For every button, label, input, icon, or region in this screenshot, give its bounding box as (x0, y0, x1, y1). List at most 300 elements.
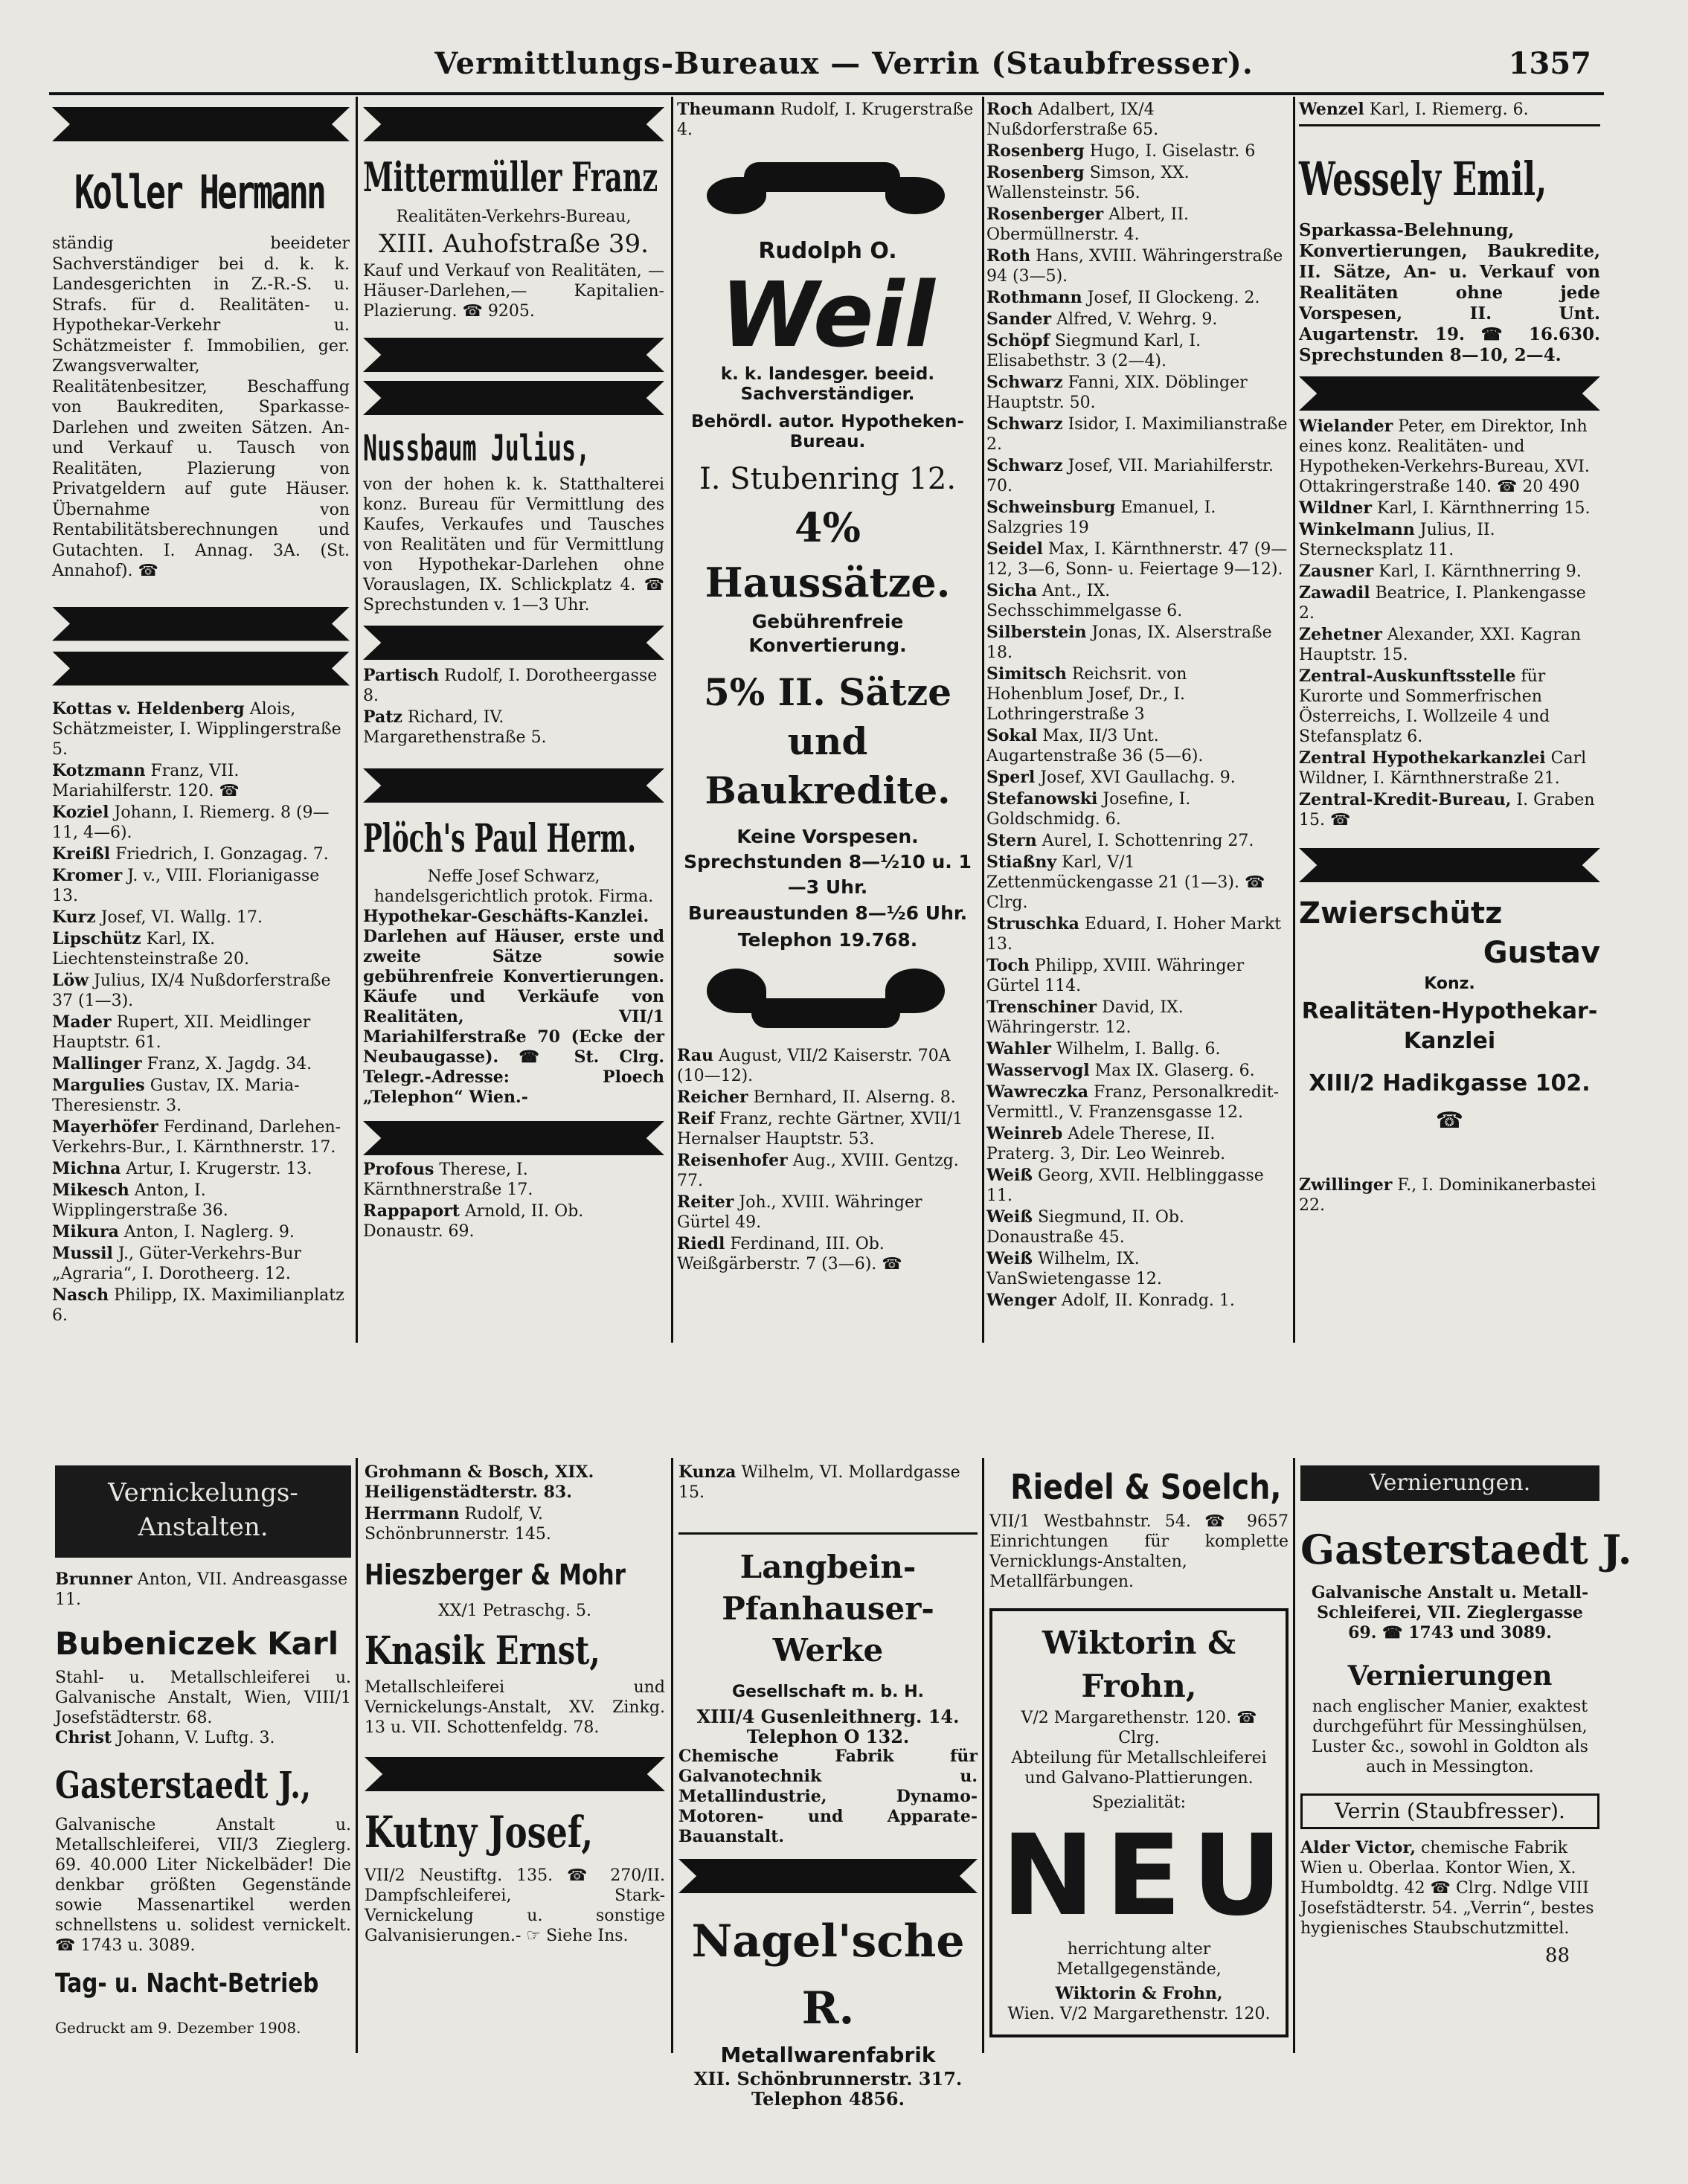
entry-text: Isidor, I. Maximilianstraße 2. (986, 415, 1288, 454)
weil-first: Rudolph O. (758, 238, 897, 264)
banner-ornament (678, 1859, 978, 1893)
list-item (678, 1462, 978, 1503)
entry-text: Arnold, II. Ob. Donaustr. 69. (363, 1202, 584, 1241)
entry-name: Weiß (986, 1249, 1033, 1268)
col2-entries-2 (363, 1160, 664, 1242)
entry-name: Kromer (52, 865, 123, 885)
list-item (986, 914, 1288, 954)
section-heading: Vernickelungs-Anstalten. (55, 1465, 351, 1558)
list-item (986, 163, 1288, 203)
banner-ornament (363, 107, 664, 141)
section-heading: Vernierungen. (1300, 1465, 1599, 1501)
entry-name: Alder Victor, (1300, 1838, 1416, 1857)
entry-name: Wawreczka (986, 1082, 1088, 1102)
list-item (986, 1207, 1288, 1247)
list-item (986, 100, 1288, 140)
entry-text: Josef, VII. Mariahilferstr. 70. (986, 457, 1274, 495)
nussbaum-name: Nussbaum Julius, (363, 428, 591, 469)
entry-name: Sander (986, 309, 1052, 329)
entry-text: Ferdinand, III. Ob. Weißgärberstr. 7 (3—6). ☎ (677, 1235, 902, 1274)
weil-h2: Gebührenfreie Konvertierung. (748, 611, 907, 656)
column-divider (1293, 97, 1295, 1343)
entry-name: Kurz (52, 907, 96, 927)
list-item (1300, 1838, 1599, 1939)
list-item (986, 623, 1288, 663)
list-item (986, 331, 1288, 371)
entry-text: Franz, Personalkredit-Vermittl., V. Franzensgasse 12. (986, 1083, 1280, 1122)
banner-ornament (52, 607, 350, 641)
entry-name: Zausner (1299, 562, 1374, 581)
entry-text: Emanuel, I. Salzgries 19 (986, 498, 1216, 537)
koller-text: ständig beeideter Sachverständiger bei d. k. k. Landesgerichten in Z.-R.-S. u. Strafs. für d. Realitäten- u. Hypothekar-Verkehr u. Schätzmeister f. Immobilien, ger. Zwangsverwalter, Realitätenbesitzer, Beschaffung von Baukrediten, Sparkasse-Darlehen und zweiten Sätzen. An- und Verkauf u. Tausch von Realitäten, Plazierung von Privatgeldern auf gute Häuser. Übernahme von Rentabilitätsberechnungen und Gutachten. I. Annag. 3A. (St. Annahof). ☎ (52, 234, 350, 580)
banner-ornament (1299, 848, 1600, 882)
entry-text: Karl, IX. Liechtensteinstraße 20. (52, 929, 249, 969)
list-item (52, 1181, 350, 1221)
entry-name: Zawadil (1299, 583, 1370, 603)
entry-text: XIX. Heiligenstädterstr. 83. (365, 1462, 594, 1502)
langbein-name: Langbein-Pfanhauser-Werke (722, 1549, 934, 1668)
wessely-text: Sparkassa-Belehnung, Konvertierungen, Baukredite, II. Sätze, An- u. Verkauf von Realitäten ohne jede Vorspesen, II. Unt. Augartenstr. 19. ☎ 16.630. Sprechstunden 8—10, 2—4. (1299, 220, 1600, 365)
entry-name: Weinreb (986, 1124, 1063, 1143)
wiktorin-addr: V/2 Margarethenstr. 120. ☎ Clrg. (1021, 1709, 1257, 1747)
list-item (986, 246, 1288, 286)
entry-name: Sperl (986, 768, 1036, 787)
weil-h3: 5% II. Sätze und Baukredite. (703, 670, 952, 812)
page-title: Vermittlungs-Bureaux — Verrin (Staubfresser). (434, 46, 1254, 81)
entry-name: Lipschütz (52, 928, 141, 948)
rule (678, 1532, 978, 1535)
entry-name: Zwillinger (1299, 1175, 1393, 1195)
entry-text: Ferdinand, Darlehen-Verkehrs-Bur., I. Kärnthnerstr. 17. (52, 1117, 341, 1157)
entry-text: Fanni, XIX. Döblinger Hauptstr. 50. (986, 373, 1248, 412)
column-divider (356, 1458, 358, 2053)
entry-text: David, IX. Währingerstr. 12. (986, 998, 1184, 1037)
list-item (52, 1012, 350, 1053)
entry-text: Max IX. Glaserg. 6. (1094, 1062, 1255, 1080)
entry-text: Franz, VII. Mariahilferstr. 120. ☎ (52, 761, 240, 800)
ploech-sub: Neffe Josef Schwarz, handelsgerichtlich protok. Firma. (373, 867, 654, 906)
list-item (677, 1088, 978, 1108)
entry-text: Julius, II. Sternecksplatz 11. (1299, 521, 1495, 559)
entry-name: Schweinsburg (986, 498, 1116, 517)
list-item (986, 205, 1288, 245)
list-item (986, 852, 1288, 913)
list-item (1299, 790, 1600, 830)
entry-text: Rupert, XII. Meidlinger Hauptstr. 61. (52, 1012, 311, 1052)
entry-name: Nasch (52, 1285, 109, 1305)
list-item (1299, 748, 1600, 789)
entry-text: Karl, I. Kärnthnerring 15. (1377, 499, 1591, 518)
entry-name: Toch (986, 956, 1030, 975)
lower-column-4 (989, 1462, 1293, 2037)
entry-text: Siegmund, II. Ob. Donaustraße 45. (986, 1208, 1184, 1247)
entry-text: Philipp, XVIII. Währinger Gürtel 114. (986, 957, 1245, 995)
list-item (986, 1061, 1288, 1081)
list-item (52, 761, 350, 801)
lower-column-5 (1300, 1465, 1632, 1967)
list-item (986, 789, 1288, 829)
nagel-tel: Telephon 4856. (751, 2088, 905, 2110)
list-item (986, 539, 1288, 579)
entry-name: Zentral-Kredit-Bureau, (1299, 790, 1512, 809)
column-5 (1299, 100, 1600, 1217)
nagel-sub: Metallwarenfabrik (720, 2043, 936, 2067)
entry-name: Mussil (52, 1243, 113, 1263)
entry-name: Kunza (678, 1462, 737, 1482)
wiktorin-text2: herrichtung alter Metallgegenstände, (1056, 1940, 1222, 1979)
entry-text: Richard, IV. Margarethenstraße 5. (363, 708, 547, 747)
entry-name: Reiter (677, 1192, 734, 1212)
entry-text: Georg, XVII. Helblinggasse 11. (986, 1166, 1264, 1205)
list-item (52, 971, 350, 1011)
column-1 (52, 104, 350, 1327)
entry-name: Seidel (986, 539, 1043, 559)
zwierschuetz-l2: Gustav (1483, 936, 1600, 970)
banner-ornament (363, 768, 664, 803)
weil-h6: Bureaustunden 8—½6 Uhr. (687, 902, 968, 924)
weil-name: Weil (720, 264, 935, 367)
list-item (677, 1192, 978, 1233)
entry-name: Koziel (52, 802, 109, 822)
list-item (986, 664, 1288, 725)
list-item (677, 1151, 978, 1191)
list-item (677, 1109, 978, 1149)
entry-text: Hugo, I. Giselastr. 6 (1089, 142, 1256, 161)
mittermueller-name: Mittermüller Franz (363, 153, 658, 201)
entry-text: Beatrice, I. Plankengasse 2. (1299, 584, 1586, 623)
nussbaum-text: von der hohen k. k. Statthalterei konz. Bureau für Vermittlung des Kaufes, Verkaufes und Tausches von Realitäten und für Vermittlung von Hypothekar-Darlehen ohne Vorauslagen, IX. Schlickplatz 4. ☎ Sprechstunden v. 1—3 Uhr. (363, 475, 664, 614)
entry-text: Hans, XVIII. Währingerstraße 94 (3—5). (986, 247, 1283, 286)
entry-name: Schwarz (986, 373, 1063, 392)
banner-ornament (52, 107, 350, 141)
entry-text: Wilhelm, IX. VanSwietengasse 12. (986, 1250, 1162, 1288)
zwierschuetz-l5: XIII/2 Hadikgasse 102. ☎ (1309, 1070, 1591, 1134)
entry-text: für Kurorte und Sommerfrischen Österreichs, I. Wollzeile 4 und Stefansplatz 6. (1299, 667, 1550, 746)
entry-text: Julius, IX/4 Nußdorferstraße 37 (1—3). (52, 971, 331, 1010)
weil-h4: Keine Vorspesen. (737, 826, 919, 847)
banner-ornament (363, 381, 664, 415)
entry-name: Wasservogl (986, 1061, 1090, 1080)
column-divider (671, 1458, 673, 2053)
langbein-addr: XIII/4 Gusenleithnerg. 14. Telephon O 132. (696, 1706, 960, 1747)
list-item (986, 498, 1288, 538)
entry-text: August, VII/2 Kaiserstr. 70A (10—12). (677, 1047, 951, 1085)
entry-name: Wielander (1299, 417, 1393, 436)
list-item (52, 1244, 350, 1284)
list-item (986, 1291, 1288, 1311)
list-item (986, 581, 1288, 621)
wiktorin-spec: Spezialität: (1091, 1793, 1187, 1812)
langbein-sub: Gesellschaft m. b. H. (732, 1683, 924, 1701)
list-item (986, 309, 1288, 330)
weil-h7: Telephon 19.768. (737, 929, 918, 951)
wiktorin-name: Wiktorin & Frohn, (1042, 1625, 1236, 1704)
entry-name: Patz (363, 707, 402, 727)
column-divider (671, 97, 673, 1343)
entry-name: Zentral Hypothekarkanzlei (1299, 748, 1546, 768)
zwierschuetz-l1: Zwierschütz (1299, 896, 1503, 931)
list-item (986, 456, 1288, 496)
mittermueller-addr: XIII. Auhofstraße 39. (379, 229, 649, 259)
list-item (986, 1249, 1288, 1289)
tag-nacht-betrieb: Tag- u. Nacht-Betrieb (55, 1968, 319, 1999)
mustache-ornament (677, 155, 978, 229)
entry-name: Herrmann (365, 1504, 460, 1523)
lower-column-1 (55, 1465, 351, 2038)
list-item (52, 1054, 350, 1074)
list-item (986, 998, 1288, 1038)
ploech-text: Hypothekar-Geschäfts-Kanzlei. Darlehen auf Häuser, erste und zweite Sätze sowie gebührenfreie Konvertierungen. Käufe und Verkäufe von Realitäten, VII/1 Mariahilferstraße 70 (Ecke der Neubaugasse). ☎ St. Clrg. Telegr.-Adresse: Ploech „Telephon“ Wien.- (363, 907, 664, 1107)
entry-text: Alexander, XXI. Kagran Hauptstr. 15. (1299, 626, 1582, 664)
entry-name: Rothmann (986, 288, 1082, 307)
mittermueller-text: Kauf und Verkauf von Realitäten, —Häuser-Darlehen,— Kapitalien-Plazierung. ☎ 9205. (363, 262, 664, 321)
list-item (52, 844, 350, 864)
wiktorin-sig2: Wien. V/2 Margarethenstr. 120. (1007, 2005, 1271, 2023)
list-item (986, 726, 1288, 766)
entry-text: Karl, I. Kärnthnerring 9. (1379, 562, 1582, 581)
list-item (986, 1124, 1288, 1164)
entry-name: Schwarz (986, 456, 1063, 475)
col4-entries (986, 100, 1288, 1311)
rule (1299, 124, 1600, 126)
entry-name: Reicher (677, 1088, 748, 1107)
entry-name: Kotzmann (52, 760, 146, 780)
entry-name: Mader (52, 1012, 112, 1032)
entry-name: Christ (55, 1728, 112, 1747)
list-item (363, 707, 664, 748)
entry-text: Josefine, I. Goldschmidg. 6. (986, 790, 1191, 829)
entry-name: Profous (363, 1160, 434, 1179)
entry-name: Rosenberger (986, 205, 1104, 224)
list-item (52, 866, 350, 906)
wiktorin-box (989, 1608, 1293, 2037)
list-item (677, 1046, 978, 1086)
list-item (1299, 667, 1600, 747)
entry-text: Johann, V. Luftg. 3. (117, 1729, 275, 1747)
list-item (1299, 417, 1600, 497)
entry-text: J. v., VIII. Florianigasse 13. (52, 866, 320, 905)
entry-text: Anton, VII. Andreasgasse 11. (55, 1570, 348, 1609)
gasterstaedt2-text: Galvanische Anstalt u. Metall-Schleiferei, VII. Zieglergasse 69. ☎ 1743 und 3089. (1311, 1583, 1589, 1642)
banner-ornament (363, 626, 664, 660)
entry-name: Zentral-Auskunftsstelle (1299, 667, 1516, 686)
entry-text: Artur, I. Krugerstr. 13. (126, 1159, 312, 1178)
hieszberger-name: Hieszberger & Mohr (365, 1558, 626, 1591)
list-item (365, 1462, 665, 1503)
list-item (52, 699, 350, 759)
entry-name: Wenzel (1299, 100, 1364, 119)
entry-text: Adalbert, IX/4 Nußdorferstraße 65. (986, 100, 1159, 139)
entry-text: Simson, XX. Wallensteinstr. 56. (986, 164, 1190, 202)
entry-name: Theumann (677, 100, 775, 119)
entry-text: Philipp, IX. Maximilianplatz 6. (52, 1285, 344, 1325)
entry-name: Simitsch (986, 664, 1067, 684)
entry-text: Franz, rechte Gärtner, XVII/1 Hernalser Hauptstr. 53. (677, 1110, 963, 1149)
entry-name: Margulies (52, 1075, 145, 1095)
list-item (1299, 625, 1600, 665)
entry-name: Schöpf (986, 331, 1050, 350)
entry-name: Sicha (986, 581, 1037, 600)
list-item (365, 1504, 665, 1544)
entry-text: Joh., XVIII. Währinger Gürtel 49. (677, 1193, 922, 1232)
entry-text: F., I. Dominikanerbastei 22. (1299, 1176, 1596, 1215)
hieszberger-text: XX/1 Petraschg. 5. (438, 1602, 591, 1620)
knasik-text: Metallschleiferei und Vernickelungs-Anstalt, XV. Zinkg. 13 u. VII. Schottenfeldg. 78. (365, 1678, 665, 1737)
entry-text: Josef, XVI Gaullachg. 9. (1040, 768, 1236, 787)
column-divider (982, 97, 984, 1343)
entry-name: Mayerhöfer (52, 1117, 158, 1137)
entry-text: Aurel, I. Schottenring 27. (1042, 832, 1254, 850)
entry-text: Adolf, II. Konradg. 1. (1061, 1291, 1235, 1310)
entry-name: Reisenhofer (677, 1151, 788, 1170)
entry-name: Michna (52, 1158, 121, 1178)
section-heading: Verrin (Staubfresser). (1300, 1793, 1599, 1829)
weil-h1: 4% Haussätze. (705, 504, 951, 606)
list-item (363, 1160, 664, 1200)
list-item (52, 1076, 350, 1116)
entry-name: Roch (986, 100, 1033, 119)
kutny-text: VII/2 Neustiftg. 135. ☎ 270/II. Dampfschleiferei, Stark-Vernickelung u. sonstige Galvanisierungen.- ☞ Siehe Ins. (365, 1866, 665, 1945)
koller-name: Koller Hermann (74, 165, 324, 219)
entry-name: Roth (986, 246, 1031, 266)
kutny-name: Kutny Josef, (365, 1807, 594, 1857)
list-item (1299, 520, 1600, 560)
entry-name: Rosenberg (986, 141, 1085, 161)
riedel-name: Riedel & Soelch, (1010, 1467, 1282, 1507)
list-item (677, 1234, 978, 1274)
entry-text: Albert, II. Obermüllnerstr. 4. (986, 205, 1190, 244)
banner-ornament (1299, 376, 1600, 411)
knasik-name: Knasik Ernst, (365, 1628, 600, 1674)
entry-name: Sokal (986, 726, 1038, 745)
entry-text: Therese, I. Kärnthnerstraße 17. (363, 1160, 533, 1199)
list-item (52, 803, 350, 843)
entry-name: Wahler (986, 1039, 1051, 1059)
entry-text: chemische Fabrik Wien u. Oberlaa. Kontor Wien, X. Humboldtg. 42 ☎ Clrg. Ndlge VIII Josefstädterstr. 54. „Verrin“, bestes hygienisches Staubschutzmittel. (1300, 1839, 1594, 1938)
column-divider (982, 1458, 984, 2053)
list-item (986, 956, 1288, 996)
zwierschuetz-l4: Realitäten-Hypothekar-Kanzlei (1301, 998, 1598, 1054)
entry-name: Brunner (55, 1570, 132, 1589)
entry-name: Kreißl (52, 844, 111, 864)
wiktorin-sig: Wiktorin & Frohn, (1055, 1984, 1223, 2003)
entry-text: Josef, II Glockeng. 2. (1087, 289, 1260, 307)
list-item (52, 1159, 350, 1179)
zwierschuetz-l3: Konz. (1424, 974, 1475, 993)
entry-text: Peter, em Direktor, Inh eines konz. Realitäten- und Hypotheken-Verkehrs-Bureau, XVI. Ottakringerstraße 140. ☎ 20 490 (1299, 417, 1590, 496)
entry-text: Josef, VI. Wallg. 17. (100, 908, 263, 927)
entry-name: Mikesch (52, 1180, 129, 1200)
bubeniczek-name: Bubeniczek Karl (55, 1625, 339, 1662)
print-date: Gedruckt am 9. Dezember 1908. (55, 2019, 301, 2037)
col2-entries (363, 666, 664, 748)
entry-name: Silberstein (986, 623, 1087, 642)
entry-text: Rudolf, I. Dorotheergasse 8. (363, 667, 658, 705)
entry-name: Grohmann & Bosch, (365, 1462, 550, 1482)
entry-text: Siegmund Karl, I. Elisabethstr. 3 (2—4). (986, 332, 1201, 370)
entry-text: Anton, I. Naglerg. 9. (123, 1222, 295, 1242)
column-2 (363, 104, 664, 1243)
list-item (986, 288, 1288, 308)
gasterstaedt2-name: Gasterstaedt J. (1300, 1526, 1632, 1573)
list-item (1299, 562, 1600, 582)
wiktorin-neu: NEU (1001, 1811, 1293, 1941)
col1-entries (52, 699, 350, 1326)
entry-name: Stiaßny (986, 852, 1057, 872)
weil-addr: I. Stubenring 12. (699, 462, 957, 496)
list-item (52, 1222, 350, 1242)
entry-text: Anton, I. Wipplingerstraße 36. (52, 1181, 228, 1220)
column-4 (986, 100, 1288, 1312)
entry-text: Franz, X. Jagdg. 34. (147, 1054, 312, 1073)
entry-name: Reif (677, 1109, 715, 1128)
entry-name: Rosenberg (986, 163, 1085, 182)
entry-text: Alfred, V. Wehrg. 9. (1056, 310, 1218, 329)
list-item (52, 929, 350, 969)
list-item (1299, 100, 1600, 120)
weil-h5: Sprechstunden 8—½10 u. 1—3 Uhr. (684, 851, 972, 898)
lower-column-2 (365, 1462, 665, 1946)
entry-text: Johann, I. Riemerg. 8 (9—11, 4—6). (52, 803, 330, 842)
list-item (986, 1166, 1288, 1206)
entry-text: Gustav, IX. Maria-Theresienstr. 3. (52, 1076, 300, 1115)
column-divider (356, 97, 358, 1343)
list-item (55, 1570, 351, 1610)
entry-name: Schwarz (986, 414, 1063, 434)
entry-name: Winkelmann (1299, 520, 1415, 539)
wiktorin-text: Abteilung für Metallschleiferei und Galvano-Plattierungen. (1011, 1749, 1267, 1788)
entry-name: Stefanowski (986, 789, 1098, 809)
entry-text: Rudolf, I. Krugerstraße 4. (677, 100, 974, 139)
page-header (0, 46, 1688, 91)
entry-text: Ant., IX. Sechsschimmelgasse 6. (986, 582, 1183, 620)
entry-name: Stern (986, 831, 1037, 850)
entry-text: Friedrich, I. Gonzagag. 7. (115, 844, 329, 864)
mustache-ornament (677, 961, 978, 1043)
vernierungen-text: nach englischer Manier, exaktest durchgeführt für Messinghülsen, Luster &c., sowohl in Goldton als auch in Messington. (1312, 1698, 1588, 1776)
entry-name: Kottas v. Heldenberg (52, 698, 245, 719)
entry-name: Mallinger (52, 1053, 142, 1073)
banner-ornament (52, 652, 350, 686)
ploech-name: Plöch's Paul Herm. (363, 816, 637, 861)
entry-text: Wilhelm, I. Ballg. 6. (1056, 1040, 1221, 1059)
col5-entries (1299, 417, 1600, 830)
page-number: 1357 (1508, 46, 1591, 81)
entry-name: Weiß (986, 1166, 1033, 1185)
entry-text: J., Güter-Verkehrs-Bur „Agraria“, I. Dorotheerg. 12. (52, 1244, 301, 1283)
nagel-addr: XII. Schönbrunnerstr. 317. (693, 2068, 963, 2090)
entry-text: Karl, V/1 Zettenmückengasse 21 (1—3). ☎ Clrg. (986, 853, 1265, 912)
col3-entries (677, 1046, 978, 1274)
entry-text: Rudolf, V. Schönbrunnerstr. 145. (365, 1505, 551, 1544)
list-item (1299, 583, 1600, 623)
entry-text: I. Graben 15. ☎ (1299, 791, 1595, 829)
riedel-text: VII/1 Westbahnstr. 54. ☎ 9657 Einrichtungen für komplette Vernicklungs-Anstalten, Metallfärbungen. (989, 1512, 1289, 1591)
list-item (986, 831, 1288, 851)
entry-name: Wildner (1299, 498, 1373, 518)
lower-column-3 (678, 1462, 978, 2109)
list-item (986, 373, 1288, 413)
list-item (986, 1082, 1288, 1122)
page-folio: 88 (1544, 1944, 1570, 1967)
entry-text: Jonas, IX. Alserstraße 18. (986, 623, 1272, 662)
entry-name: Mikura (52, 1221, 119, 1242)
entry-text: Wilhelm, VI. Mollardgasse 15. (678, 1463, 960, 1502)
list-item (677, 100, 978, 140)
list-item (1299, 498, 1600, 518)
entry-name: Löw (52, 970, 89, 990)
entry-text: Reichsrit. von Hohenblum Josef, Dr., I. Lothringerstraße 3 (986, 665, 1187, 724)
